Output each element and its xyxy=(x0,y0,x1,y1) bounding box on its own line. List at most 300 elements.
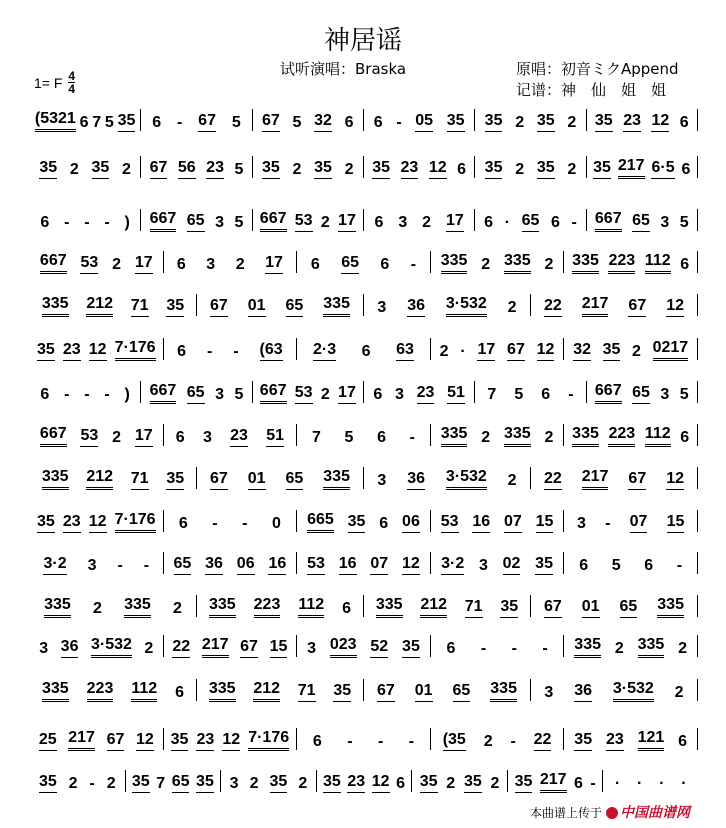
note-group: 2 xyxy=(632,343,641,360)
note-group: 07 xyxy=(504,513,522,533)
note-group: 335 xyxy=(490,680,517,702)
measure xyxy=(141,210,251,232)
note-group: 335 xyxy=(504,425,531,447)
note-group: 53 xyxy=(295,384,313,404)
note-group: 23 xyxy=(63,341,81,361)
score-line xyxy=(30,678,698,702)
note-group: 12 xyxy=(89,513,107,533)
note-group: 6 xyxy=(457,161,467,178)
note-group: 2 xyxy=(544,256,554,273)
note-group: 3 xyxy=(377,299,387,316)
note-group: 335 xyxy=(209,680,236,702)
note-group: 2 xyxy=(92,600,102,617)
measure xyxy=(364,295,530,317)
note-group: 67 xyxy=(377,682,395,702)
score-line xyxy=(30,250,698,274)
note-group: 335 xyxy=(504,252,531,274)
note-group: 217 xyxy=(582,468,609,490)
note-group: 023 xyxy=(330,636,357,658)
note-group: 35 xyxy=(595,112,613,132)
note-group: (63 xyxy=(260,341,283,361)
note-group: 7 xyxy=(92,114,102,131)
measure xyxy=(364,468,530,490)
measure xyxy=(564,729,697,751)
note-group: 667 xyxy=(150,382,177,404)
measure xyxy=(297,511,430,533)
note-group: - xyxy=(206,343,213,360)
note-group: 67 xyxy=(210,470,228,490)
note-group: 2 xyxy=(678,640,688,657)
note-group: 3·532 xyxy=(446,468,487,490)
note-group: 6 xyxy=(374,214,384,231)
note-group: 335 xyxy=(209,596,236,618)
measure xyxy=(30,680,196,702)
note-group: 3 xyxy=(215,386,224,403)
note-group: 6 xyxy=(377,429,386,446)
note-group: 6 xyxy=(178,515,188,532)
note-group: 35 xyxy=(603,341,621,361)
note-group: 67 xyxy=(262,112,280,132)
note-group: 6 xyxy=(550,214,560,231)
note-group: 65 xyxy=(187,212,205,232)
note-group: 67 xyxy=(198,112,216,132)
bar-line xyxy=(697,552,698,574)
note-group: 35 xyxy=(515,773,533,793)
note-group: - xyxy=(177,114,183,131)
note-group: 3 xyxy=(479,557,488,574)
measure xyxy=(141,382,251,404)
measure xyxy=(531,295,697,317)
note-group: 17 xyxy=(265,254,283,274)
note-group: 35 xyxy=(39,159,57,179)
note-group: 6 xyxy=(644,557,654,574)
note-group: - xyxy=(143,557,150,574)
note-group: 217 xyxy=(618,157,645,179)
note-group: 217 xyxy=(582,295,609,317)
note-group: 23 xyxy=(347,773,365,793)
note-group: ) xyxy=(124,386,130,403)
measure xyxy=(564,425,697,447)
note-group: 06 xyxy=(237,555,255,575)
note-group: 35 xyxy=(166,297,184,317)
note-group: 335 xyxy=(323,295,350,317)
note-group: 15 xyxy=(536,513,554,533)
note-group: 23 xyxy=(623,112,641,132)
measure xyxy=(253,382,363,404)
note-group: 2·3 xyxy=(313,341,336,361)
note-group: - xyxy=(104,386,110,403)
time-top: 4 xyxy=(68,69,76,83)
measure xyxy=(141,159,251,179)
note-group: 35 xyxy=(196,773,214,793)
note-group: 6 xyxy=(175,684,185,701)
note-group: (35 xyxy=(443,731,466,751)
note-group: 35 xyxy=(166,470,184,490)
note-group: 16 xyxy=(339,555,357,575)
score-line xyxy=(30,108,698,132)
note-group: - xyxy=(242,515,248,532)
bar-line xyxy=(697,467,698,489)
note-group: 3 xyxy=(39,640,49,657)
note-group: 63 xyxy=(396,341,414,361)
note-group: 7·176 xyxy=(115,511,156,533)
note-group: 71 xyxy=(465,598,483,618)
note-group: 36 xyxy=(407,297,425,317)
note-group: - xyxy=(409,429,415,446)
measure xyxy=(431,425,564,447)
note-group: 7 xyxy=(156,775,166,792)
note-group: 23 xyxy=(417,384,435,404)
note-group: 6 xyxy=(380,256,390,273)
note-group: 65 xyxy=(172,773,190,793)
note-group: 5 xyxy=(679,214,689,231)
measure xyxy=(164,729,297,751)
site-name: 中国曲谱网 xyxy=(620,805,691,821)
note-group: 56 xyxy=(178,159,196,179)
note-group: 12 xyxy=(651,112,669,132)
note-group: 22 xyxy=(544,470,562,490)
bar-line xyxy=(697,338,698,360)
note-group: 335 xyxy=(42,295,69,317)
measure xyxy=(564,513,697,533)
measure xyxy=(253,159,363,179)
note-group: 6 xyxy=(678,733,688,750)
song-title: 神居谣 xyxy=(323,26,402,56)
note-group: - xyxy=(84,386,90,403)
measure xyxy=(197,295,363,317)
note-group: 7·176 xyxy=(248,729,289,751)
score-line xyxy=(30,293,698,317)
note-group: · xyxy=(681,775,687,792)
time-bottom: 4 xyxy=(68,82,76,96)
original-singer: 原唱：初音ミクAppend xyxy=(516,60,679,78)
note-group: 35 xyxy=(485,112,503,132)
measure xyxy=(253,112,363,132)
note-group: 67 xyxy=(107,731,125,751)
note-group: 53 xyxy=(441,513,459,533)
note-group: 335 xyxy=(323,468,350,490)
note-group: 3 xyxy=(87,557,97,574)
note-group: 0 xyxy=(272,515,281,532)
measure xyxy=(564,636,697,658)
note-group: 35 xyxy=(37,341,55,361)
note-group: 36 xyxy=(574,682,592,702)
note-group: 22 xyxy=(172,638,190,658)
measure xyxy=(30,159,140,179)
note-group: - xyxy=(396,114,402,131)
note-group: 2 xyxy=(422,214,432,231)
note-group: 335 xyxy=(42,468,69,490)
note-group: 2 xyxy=(249,775,259,792)
note-group: 2 xyxy=(292,161,302,178)
note-group: - xyxy=(233,343,239,360)
note-group: 223 xyxy=(608,252,635,274)
note-group: 17 xyxy=(446,212,464,232)
measure xyxy=(197,596,363,618)
note-group: 6 xyxy=(344,114,354,131)
note-group: 6 xyxy=(679,114,689,131)
note-group: 2 xyxy=(172,600,182,617)
note-group: 112 xyxy=(645,252,671,274)
note-group: 53 xyxy=(295,212,313,232)
measure xyxy=(475,159,585,179)
note-group: 36 xyxy=(61,638,79,658)
measure xyxy=(364,384,474,404)
note-group: 3 xyxy=(394,386,404,403)
bar-line xyxy=(697,679,698,701)
measure xyxy=(297,636,430,658)
note-group: 01 xyxy=(582,598,600,618)
note-group: 2 xyxy=(481,429,491,446)
measure xyxy=(431,640,564,658)
note-group: 65 xyxy=(453,682,471,702)
note-group: 5 xyxy=(234,161,244,178)
upload-text: 本曲谱上传于 xyxy=(530,805,603,820)
measure xyxy=(364,212,474,232)
score-line xyxy=(30,634,698,658)
note-group: 223 xyxy=(87,680,114,702)
note-group: 6 xyxy=(541,386,551,403)
score-line xyxy=(30,769,698,793)
measure xyxy=(564,339,697,361)
note-group: 35 xyxy=(314,159,332,179)
note-group: 67 xyxy=(240,638,258,658)
measure xyxy=(164,427,297,447)
note-group: 22 xyxy=(544,297,562,317)
note-group: 5 xyxy=(234,386,244,403)
measure xyxy=(30,596,196,618)
note-group: 2 xyxy=(507,299,517,316)
note-group: 23 xyxy=(206,159,224,179)
note-group: 5 xyxy=(611,557,621,574)
site-logo[interactable] xyxy=(606,802,690,822)
measure xyxy=(603,775,698,793)
measure xyxy=(431,555,564,575)
note-group: 3 xyxy=(660,214,670,231)
note-group: 2 xyxy=(515,161,525,178)
note-group: 23 xyxy=(63,513,81,533)
score-line xyxy=(30,594,698,618)
measure xyxy=(364,596,530,618)
note-group: 35 xyxy=(537,159,555,179)
note-group: 5 xyxy=(292,114,302,131)
score-line xyxy=(30,337,698,361)
footer xyxy=(530,802,690,822)
note-group: 35 xyxy=(37,513,55,533)
note-group: 2 xyxy=(106,775,116,792)
measure xyxy=(30,636,163,658)
measure xyxy=(141,112,251,132)
note-group: 7 xyxy=(487,386,497,403)
note-group: 5 xyxy=(231,114,241,131)
note-group: 15 xyxy=(270,638,288,658)
note-group: 35 xyxy=(593,159,611,179)
note-group: 65 xyxy=(341,254,359,274)
note-group: 35 xyxy=(402,638,420,658)
note-group: 2 xyxy=(122,161,131,178)
note-group: 67 xyxy=(210,297,228,317)
note-group: 6 xyxy=(177,343,186,360)
measure xyxy=(431,513,564,533)
note-group: 5 xyxy=(104,114,114,131)
note-group: ) xyxy=(124,214,130,231)
measure xyxy=(531,468,697,490)
note-group: 667 xyxy=(595,210,622,232)
note-group: 665 xyxy=(307,511,334,533)
note-group: 3·532 xyxy=(91,636,132,658)
note-group: 3 xyxy=(307,640,317,657)
note-group: 2 xyxy=(439,343,449,360)
note-group: 17 xyxy=(338,212,356,232)
measure xyxy=(30,555,163,575)
note-group: 17 xyxy=(135,254,153,274)
note-group: 36 xyxy=(205,555,223,575)
note-group: 16 xyxy=(472,513,490,533)
note-group: 17 xyxy=(338,384,356,404)
measure xyxy=(197,680,363,702)
note-group: 212 xyxy=(420,596,447,618)
score-line xyxy=(30,208,698,232)
note-group: 23 xyxy=(606,731,624,751)
note-group: 3 xyxy=(206,256,216,273)
note-group: 217 xyxy=(68,729,95,751)
score-line xyxy=(30,423,698,447)
note-group: 223 xyxy=(608,425,635,447)
score-line xyxy=(30,509,698,533)
measure xyxy=(431,341,564,361)
note-group: 667 xyxy=(260,210,287,232)
measure xyxy=(431,731,564,751)
note-group: 3·2 xyxy=(43,555,66,575)
note-group: 65 xyxy=(286,297,304,317)
note-group: 35 xyxy=(270,773,288,793)
note-group: 12 xyxy=(429,159,447,179)
note-group: 6 xyxy=(446,640,456,657)
note-group: 667 xyxy=(40,252,67,274)
note-group: 65 xyxy=(286,470,304,490)
measure xyxy=(587,210,697,232)
note-group: 15 xyxy=(667,513,685,533)
measure xyxy=(508,771,603,793)
note-group: 3·532 xyxy=(613,680,654,702)
measure xyxy=(431,252,564,274)
note-group: 12 xyxy=(402,555,420,575)
note-group: 35 xyxy=(372,159,390,179)
note-group: 335 xyxy=(44,596,71,618)
measure xyxy=(126,773,221,793)
measure xyxy=(364,112,474,132)
bar-line xyxy=(697,728,698,750)
note-group: 35 xyxy=(262,159,280,179)
measure xyxy=(297,429,430,447)
measure xyxy=(564,557,697,575)
note-group: 65 xyxy=(174,555,192,575)
measure xyxy=(30,386,140,404)
bar-line xyxy=(697,209,698,231)
note-group: - xyxy=(89,775,95,792)
measure xyxy=(30,425,163,447)
note-group: 12 xyxy=(89,341,107,361)
note-group: 2 xyxy=(112,256,122,273)
measure xyxy=(30,511,163,533)
note-group: 2 xyxy=(490,775,500,792)
note-group: 65 xyxy=(187,384,205,404)
measure xyxy=(475,386,585,404)
note-group: - xyxy=(84,214,90,231)
note-group: 52 xyxy=(370,638,388,658)
measure xyxy=(297,555,430,575)
note-group: 7·176 xyxy=(115,339,156,361)
note-group: 6 xyxy=(373,386,383,403)
measure xyxy=(221,773,316,793)
bar-line xyxy=(697,381,698,403)
note-group: 07 xyxy=(630,513,648,533)
note-group: 6 xyxy=(579,557,589,574)
bar-line xyxy=(697,156,698,178)
note-group: 3 xyxy=(215,214,224,231)
note-group: 3 xyxy=(544,684,554,701)
measure xyxy=(297,341,430,361)
note-group: 335 xyxy=(376,596,403,618)
bar-line xyxy=(697,251,698,273)
note-group: 667 xyxy=(595,382,622,404)
measure xyxy=(30,773,125,793)
note-group: 217 xyxy=(202,636,229,658)
note-group: 65 xyxy=(522,212,540,232)
note-group: - xyxy=(377,733,384,750)
note-group: 6 xyxy=(40,214,50,231)
note-group: 6 xyxy=(152,114,162,131)
note-group: 71 xyxy=(298,682,316,702)
note-group: 07 xyxy=(370,555,388,575)
note-group: 12 xyxy=(136,731,154,751)
measure xyxy=(587,382,697,404)
note-group: 2 xyxy=(507,472,517,489)
note-group: 335 xyxy=(638,636,665,658)
measure xyxy=(587,112,697,132)
note-group: 112 xyxy=(298,596,324,618)
measure xyxy=(317,773,412,793)
logo-icon xyxy=(606,807,618,819)
note-group: 2 xyxy=(614,640,624,657)
note-group: 67 xyxy=(544,598,562,618)
measure xyxy=(164,515,297,533)
measure xyxy=(30,252,163,274)
measure xyxy=(164,555,297,575)
measure xyxy=(475,212,585,232)
score-line xyxy=(30,551,698,575)
note-group: 6 xyxy=(40,386,50,403)
note-group: 6 xyxy=(681,161,691,178)
note-group: 5 xyxy=(514,386,524,403)
note-group: 7 xyxy=(312,429,321,446)
note-group: 6 xyxy=(310,256,320,273)
note-group: 12 xyxy=(666,470,684,490)
note-group: 35 xyxy=(485,159,503,179)
note-group: 112 xyxy=(645,425,671,447)
note-group: 335 xyxy=(572,425,599,447)
note-group: 112 xyxy=(131,680,157,702)
note-group: 6 xyxy=(175,429,185,446)
note-group: 12 xyxy=(372,773,390,793)
note-group: 35 xyxy=(574,731,592,751)
note-group: - xyxy=(511,640,517,657)
time-signature xyxy=(68,70,75,95)
note-group: 35 xyxy=(348,513,366,533)
note-group: 3 xyxy=(398,214,408,231)
note-group: 67 xyxy=(628,297,646,317)
note-group: 17 xyxy=(477,341,495,361)
